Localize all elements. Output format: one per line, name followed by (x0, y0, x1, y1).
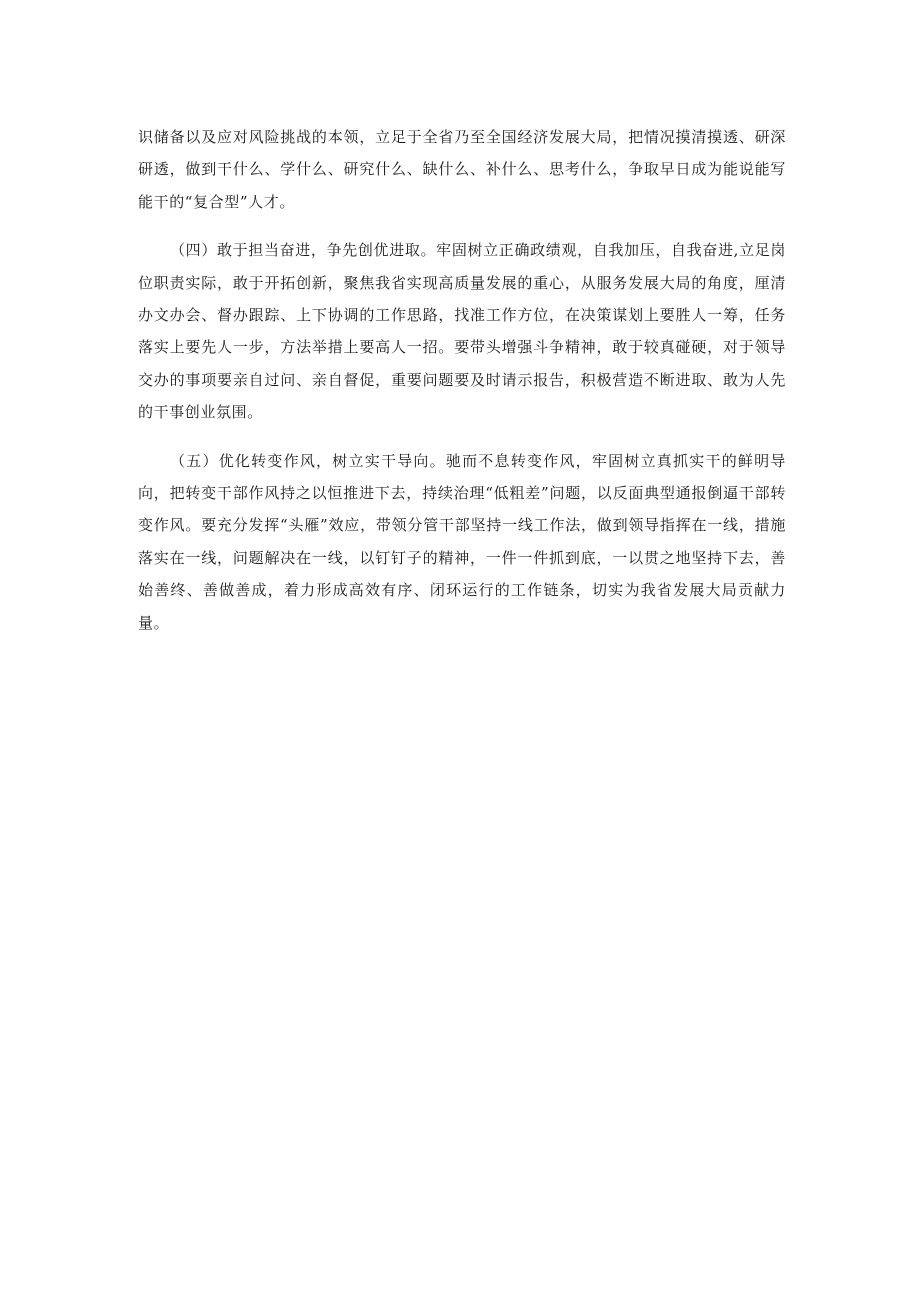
document-body (138, 121, 786, 655)
paragraph-section-five: （五）优化转变作风，树立实干导向。驰而不息转变作风，牢固树立真抓实干的鲜明导向，把转变干部作风持之以恒推进下去，持续治理“低粗差”问题，以反面典型通报倒逼干部转变作风。要充分发挥“头雁”效应，带领分管干部坚持一线工作法，做到领导指挥在一线，措施落实在一线，问题解决在一线，以钉钉子的精神，一件一件抓到底，一以贯之地坚持下去，善始善终、善做善成，着力形成高效有序、闭环运行的工作链条，切实为我省发展大局贡献力量。 (138, 451, 786, 632)
paragraph-section-four: （四）敢于担当奋进，争先创优进取。牢固树立正确政绩观，自我加压，自我奋进,立足岗位职责实际，敢于开拓创新，聚焦我省实现高质量发展的重心，从服务发展大局的角度，厘清办文办会、督办跟踪、上下协调的工作思路，找准工作方位，在决策谋划上要胜人一筹，任务落实上要先人一步，方法举措上要高人一招。要带头增强斗争精神，敢于较真碰硬，对于领导交办的事项要亲自过问、亲自督促，重要问题要及时请示报告，积极营造不断进取、敢为人先的干事创业氛围。 (138, 241, 786, 422)
paragraph-continuation: 识储备以及应对风险挑战的本领，立足于全省乃至全国经济发展大局，把情况摸清摸透、研深研透，做到干什么、学什么、研究什么、缺什么、补什么、思考什么，争取早日成为能说能写能干的“复合型”人才。 (138, 128, 786, 211)
